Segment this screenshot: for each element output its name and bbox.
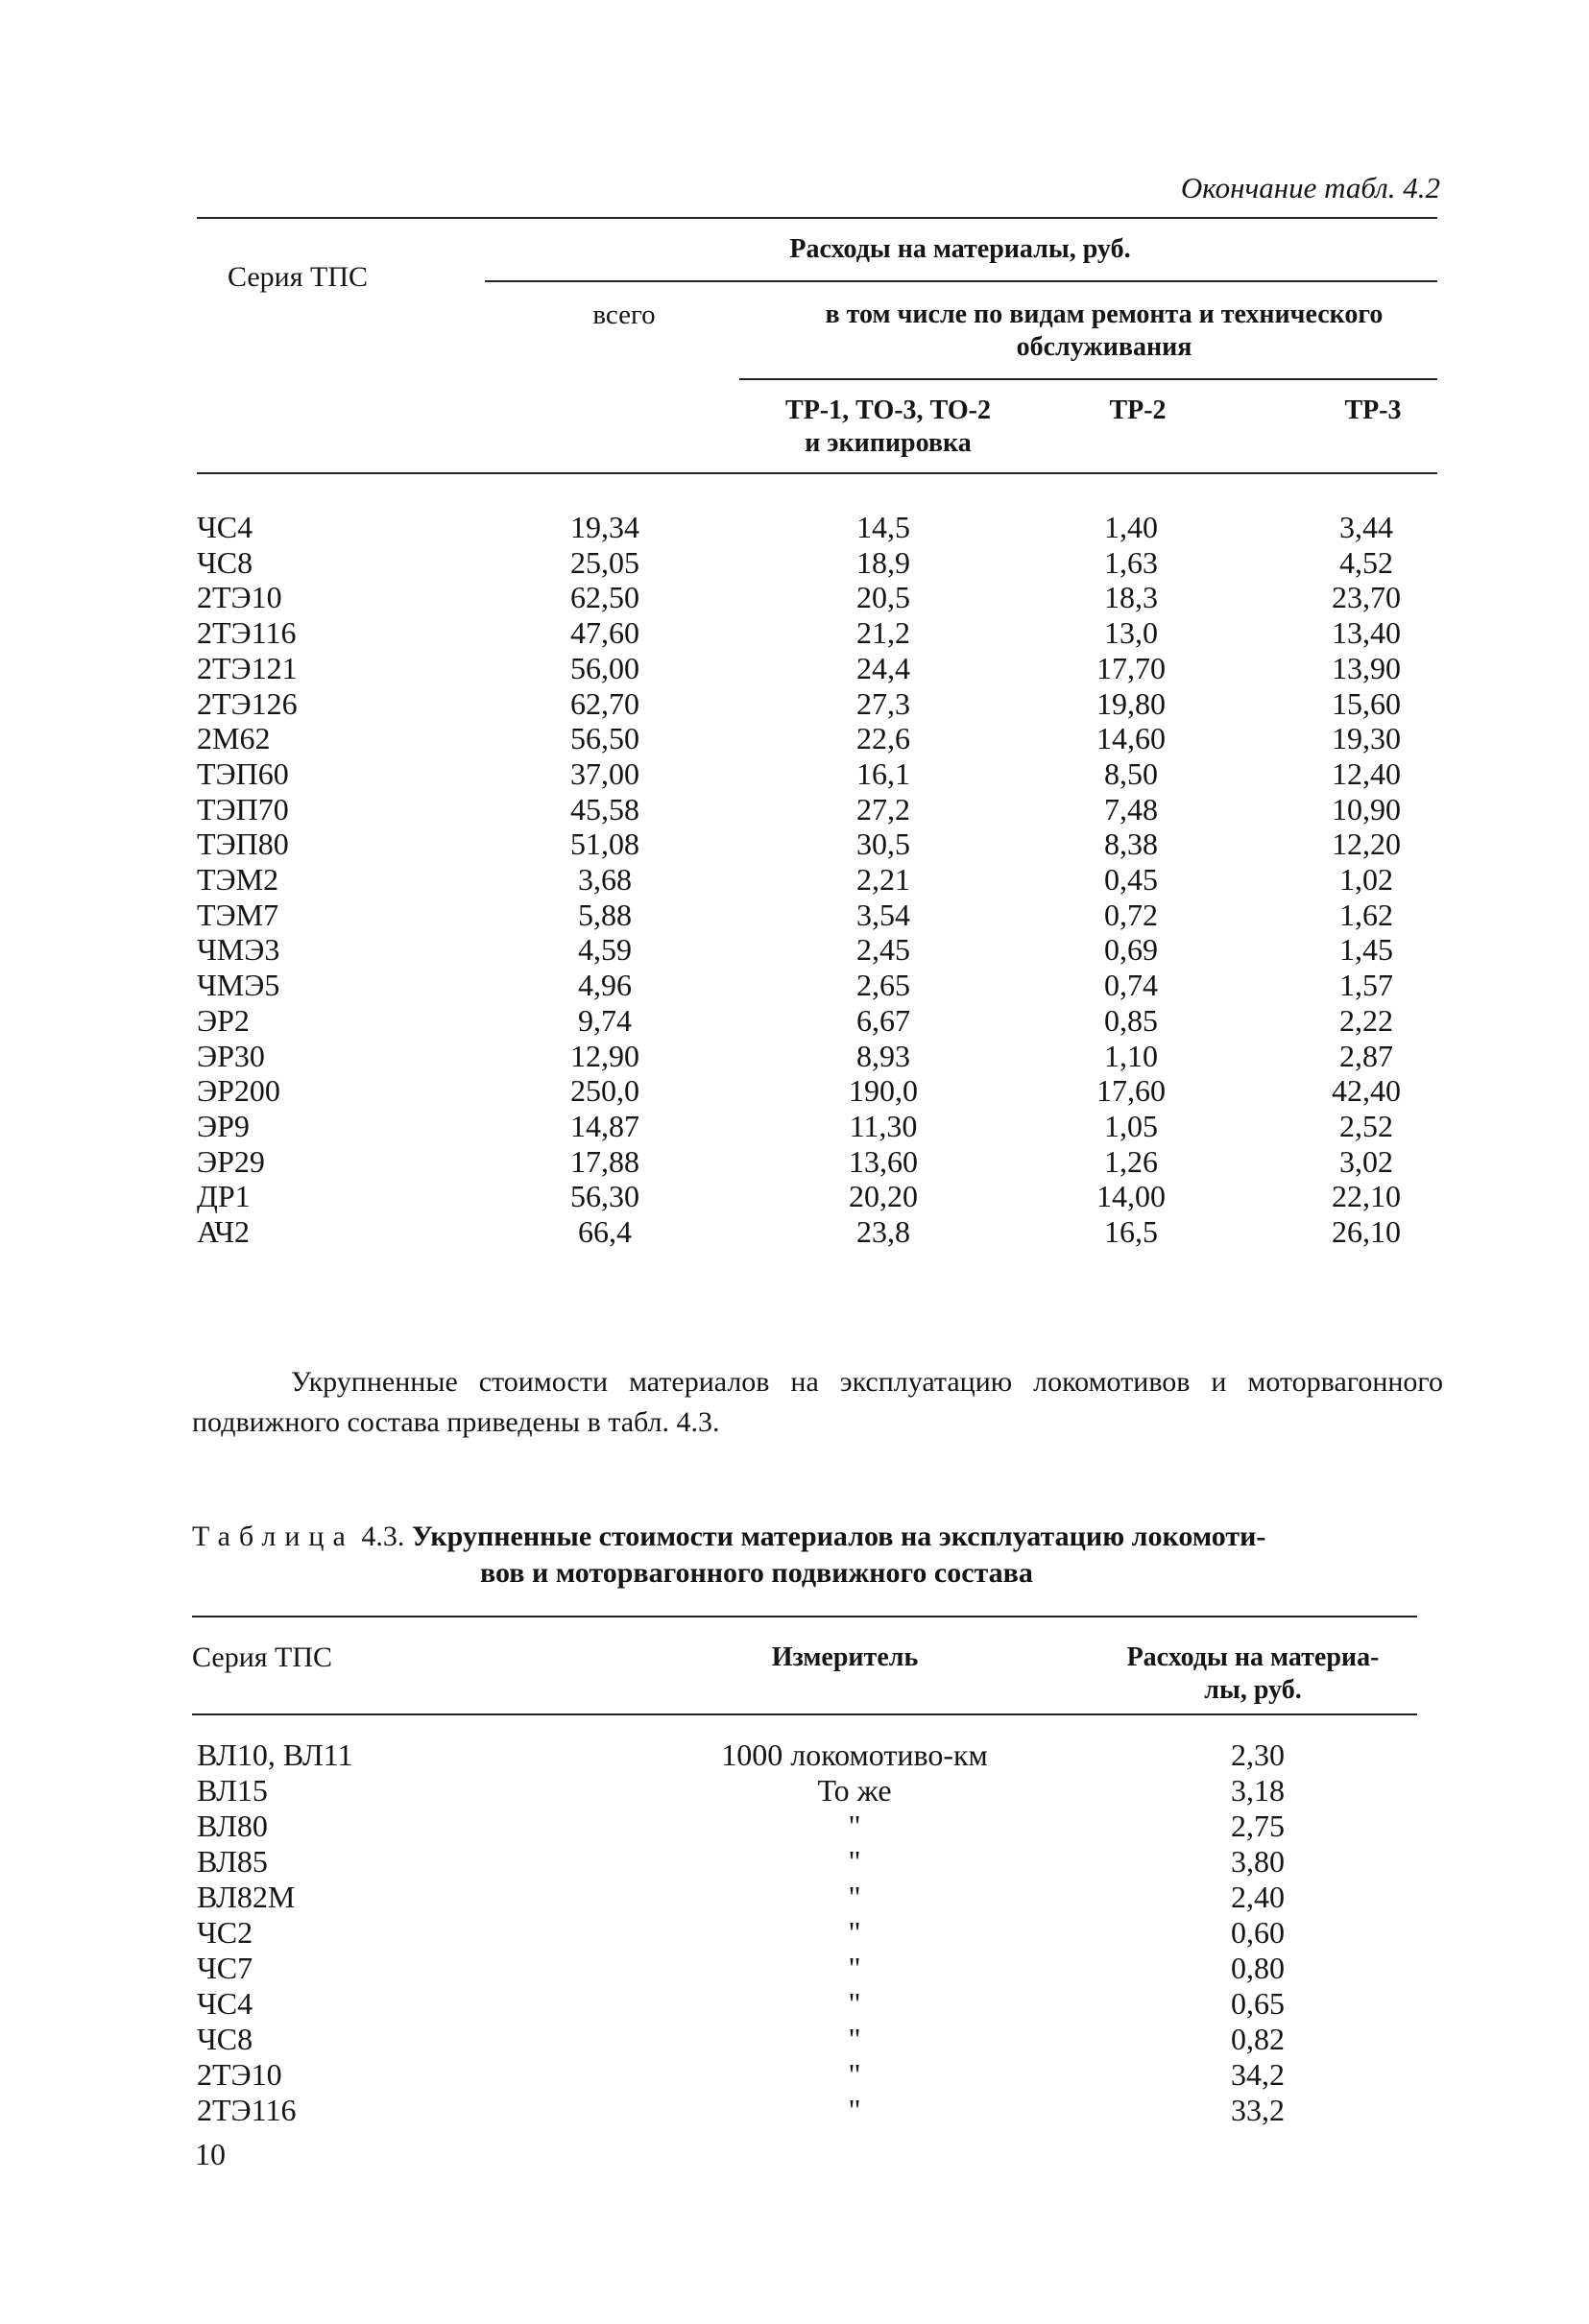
table-cell-tr3: 3,02 xyxy=(1339,1143,1393,1179)
table-cell-total: 5,88 xyxy=(578,897,632,932)
table-cell-total: 45,58 xyxy=(570,791,639,827)
table-cell-total: 3,68 xyxy=(578,862,632,897)
table-4-3-cell-expense: 3,80 xyxy=(1231,1844,1285,1879)
table-cell-series: 2ТЭ10 xyxy=(197,580,282,615)
table-4-3-cell-unit: " xyxy=(848,1951,861,1985)
table-cell-tr3: 12,40 xyxy=(1332,755,1401,791)
table-4-3-cell-expense: 2,75 xyxy=(1231,1809,1285,1843)
table-cell-tr3: 4,52 xyxy=(1339,544,1393,580)
table-cell-tr1: 23,8 xyxy=(856,1214,910,1249)
table-4-3-cell-expense: 0,80 xyxy=(1231,1951,1285,1985)
table-cell-tr1: 22,6 xyxy=(856,721,910,756)
table-cell-tr3: 1,62 xyxy=(1339,897,1393,932)
table-cell-tr1: 3,54 xyxy=(856,897,910,932)
table-4-3-cell-series: ЧС8 xyxy=(197,2022,253,2056)
table-cell-tr3: 15,60 xyxy=(1332,685,1401,721)
table-4-3-cell-unit: " xyxy=(848,2022,861,2056)
header-rule-2 xyxy=(739,378,1437,380)
table-cell-tr1: 27,3 xyxy=(856,685,910,721)
table-cell-tr3: 1,45 xyxy=(1339,932,1393,968)
table-4-3-caption xyxy=(192,1519,1450,1592)
table-4-3-cell-unit: " xyxy=(848,1844,861,1879)
table-cell-total: 62,50 xyxy=(570,580,639,615)
table-cell-tr1: 14,5 xyxy=(856,510,910,544)
table-cell-total: 25,05 xyxy=(570,544,639,580)
table-cell-series: ТЭМ2 xyxy=(197,862,279,897)
table-cell-tr1: 24,4 xyxy=(856,650,910,685)
table-cell-series: 2М62 xyxy=(197,721,271,756)
col-header-tr1-line2: и экипировка xyxy=(805,428,972,458)
table-cell-tr1: 11,30 xyxy=(849,1108,918,1143)
table-cell-series: ТЭП80 xyxy=(197,827,289,862)
table-cell-tr3: 10,90 xyxy=(1332,791,1401,827)
table-cell-total: 17,88 xyxy=(570,1143,639,1179)
col-header-unit: Измеритель xyxy=(771,1642,919,1672)
table-4-3-cell-unit: " xyxy=(848,1986,861,2021)
caption-label: Таблица xyxy=(192,1521,354,1552)
table-cell-total: 19,34 xyxy=(570,510,639,544)
col-header-expenses-2-line1: Расходы на материа- xyxy=(1126,1642,1380,1672)
col-header-expenses: Расходы на материалы, руб. xyxy=(789,234,1131,264)
table-4-3-cell-series: ЧС4 xyxy=(197,1986,253,2021)
table-cell-tr1: 6,67 xyxy=(856,1002,910,1038)
table-cell-total: 47,60 xyxy=(570,615,639,651)
table-4-3-cell-series: ВЛ85 xyxy=(197,1844,268,1879)
table-4-3-top-rule xyxy=(192,1616,1417,1617)
table-cell-tr2: 14,00 xyxy=(1096,1179,1166,1214)
table-cell-tr1: 18,9 xyxy=(856,544,910,580)
table-4-3-cell-expense: 2,40 xyxy=(1231,1880,1285,1914)
table-cell-tr2: 0,45 xyxy=(1104,862,1158,897)
table-cell-tr1: 21,2 xyxy=(856,615,910,651)
table-cell-series: 2ТЭ116 xyxy=(197,615,297,651)
table-cell-total: 4,59 xyxy=(578,932,632,968)
table-cell-tr2: 7,48 xyxy=(1104,791,1158,827)
table-cell-tr2: 1,05 xyxy=(1104,1108,1158,1143)
table-cell-tr3: 12,20 xyxy=(1332,827,1401,862)
table-cell-tr2: 13,0 xyxy=(1104,615,1158,651)
table-cell-series: ТЭП60 xyxy=(197,755,289,791)
table-top-rule xyxy=(197,217,1437,219)
table-4-3-cell-expense: 33,2 xyxy=(1231,2093,1285,2127)
table-cell-tr2: 8,38 xyxy=(1104,827,1158,862)
table-cell-tr3: 2,22 xyxy=(1339,1002,1393,1038)
table-cell-total: 51,08 xyxy=(570,827,639,862)
table-cell-total: 56,00 xyxy=(570,650,639,685)
table-cell-tr2: 16,5 xyxy=(1104,1214,1158,1249)
table-4-3-cell-unit: " xyxy=(848,1809,861,1843)
table-cell-series: ЭР29 xyxy=(197,1143,265,1179)
page-number: 10 xyxy=(195,2137,226,2171)
table-4-3-cell-unit: " xyxy=(848,2057,861,2092)
table-cell-tr1: 8,93 xyxy=(856,1038,910,1073)
table-cell-series: 2ТЭ126 xyxy=(197,685,298,721)
table-cell-series: ЭР30 xyxy=(197,1038,265,1073)
table-cell-series: ЧМЭ5 xyxy=(197,968,280,1003)
table-cell-tr2: 17,60 xyxy=(1096,1073,1166,1109)
table-4-3-cell-expense: 0,60 xyxy=(1231,1915,1285,1950)
table-cell-total: 37,00 xyxy=(570,755,639,791)
header-bottom-rule xyxy=(197,472,1437,474)
table-4-3-cell-series: ВЛ15 xyxy=(197,1773,268,1808)
table-cell-tr1: 2,45 xyxy=(856,932,910,968)
table-4-3-cell-unit: То же xyxy=(817,1773,892,1808)
table-cell-tr3: 2,52 xyxy=(1339,1108,1393,1143)
table-cell-tr2: 1,63 xyxy=(1104,544,1158,580)
col-header-by-type-line1: в том числе по видам ремонта и технического xyxy=(825,299,1384,329)
col-header-tr2: ТР-2 xyxy=(1109,395,1167,425)
table-cell-total: 4,96 xyxy=(578,968,632,1003)
table-cell-tr3: 19,30 xyxy=(1332,721,1401,756)
table-cell-tr1: 20,20 xyxy=(849,1179,918,1214)
col-header-expenses-2 xyxy=(1085,1641,1421,1707)
table-4-3-cell-series: ЧС7 xyxy=(197,1951,253,1985)
table-4-3-cell-unit: " xyxy=(848,1915,861,1950)
table-cell-tr2: 8,50 xyxy=(1104,755,1158,791)
caption-number: 4.3. xyxy=(361,1521,405,1552)
table-cell-series: ТЭП70 xyxy=(197,791,289,827)
table-cell-tr2: 0,69 xyxy=(1104,932,1158,968)
table-4-3-cell-series: ВЛ82М xyxy=(197,1880,296,1914)
table-cell-tr1: 190,0 xyxy=(849,1073,918,1109)
table-cell-total: 56,50 xyxy=(570,721,639,756)
table-cell-series: ЧМЭ3 xyxy=(197,932,280,968)
table-cell-series: АЧ2 xyxy=(197,1214,251,1249)
table-cell-tr2: 1,26 xyxy=(1104,1143,1158,1179)
table-cell-tr3: 26,10 xyxy=(1332,1214,1401,1249)
table-4-3-cell-expense: 2,30 xyxy=(1231,1737,1285,1772)
body-paragraph: Укрупненные стоимости материалов на эксплуатацию локомотивов и моторвагонного подвижного состава приведены в табл. 4.3. xyxy=(192,1366,1443,1438)
col-header-tr1-line1: ТР-1, ТО-3, ТО-2 xyxy=(785,395,991,425)
table-cell-tr1: 30,5 xyxy=(856,827,910,862)
table-4-3-cell-expense: 0,65 xyxy=(1231,1986,1285,2021)
table-cell-total: 250,0 xyxy=(570,1073,639,1109)
table-cell-tr1: 20,5 xyxy=(856,580,910,615)
col-header-tr3: ТР-3 xyxy=(1344,395,1402,425)
table-cell-total: 62,70 xyxy=(570,685,639,721)
table-cell-tr2: 0,74 xyxy=(1104,968,1158,1003)
table-cell-total: 9,74 xyxy=(578,1002,632,1038)
col-header-by-type-line2: обслуживания xyxy=(1016,332,1192,362)
table-cell-series: 2ТЭ121 xyxy=(197,650,298,685)
header-rule-1 xyxy=(485,280,1437,282)
table-4-3-cell-series: ВЛ80 xyxy=(197,1809,268,1843)
table-cell-tr1: 27,2 xyxy=(856,791,910,827)
table-4-3-header-rule xyxy=(192,1713,1417,1715)
col-header-tr1 xyxy=(730,395,1047,460)
table-cell-tr3: 2,87 xyxy=(1339,1038,1393,1073)
table-cell-tr3: 13,40 xyxy=(1332,615,1401,651)
col-header-series-2: Серия ТПС xyxy=(192,1641,333,1673)
table-4-3-cell-expense: 3,18 xyxy=(1231,1773,1285,1808)
col-header-series: Серия ТПС xyxy=(227,261,369,293)
table-cell-total: 66,4 xyxy=(578,1214,632,1249)
table-cell-series: ЭР200 xyxy=(197,1073,280,1109)
table-cell-tr1: 16,1 xyxy=(856,755,910,791)
table-4-3-cell-unit: " xyxy=(848,1880,861,1914)
table-cell-tr2: 17,70 xyxy=(1096,650,1166,685)
table-cell-tr3: 1,57 xyxy=(1339,968,1393,1003)
table-4-3-cell-series: ВЛ10, ВЛ11 xyxy=(197,1737,353,1772)
table-cell-tr1: 2,21 xyxy=(856,862,910,897)
table-cell-tr3: 42,40 xyxy=(1332,1073,1401,1109)
continuation-title: Окончание табл. 4.2 xyxy=(1180,171,1440,204)
table-cell-tr2: 0,72 xyxy=(1104,897,1158,932)
table-cell-tr3: 13,90 xyxy=(1332,650,1401,685)
table-cell-tr3: 22,10 xyxy=(1332,1179,1401,1214)
table-cell-series: ЧС8 xyxy=(197,544,253,580)
table-cell-tr1: 13,60 xyxy=(849,1143,918,1179)
table-4-3-cell-expense: 34,2 xyxy=(1231,2057,1285,2092)
table-cell-tr2: 1,10 xyxy=(1104,1038,1158,1073)
table-cell-total: 56,30 xyxy=(570,1179,639,1214)
table-cell-series: ТЭМ7 xyxy=(197,897,279,932)
table-cell-tr2: 0,85 xyxy=(1104,1002,1158,1038)
col-header-by-type xyxy=(758,299,1450,364)
table-cell-tr2: 18,3 xyxy=(1104,580,1158,615)
table-cell-series: ЭР9 xyxy=(197,1108,250,1143)
table-cell-series: ЭР2 xyxy=(197,1002,250,1038)
table-cell-tr2: 19,80 xyxy=(1096,685,1166,721)
caption-line2: вов и моторвагонного подвижного состава xyxy=(480,1557,1033,1589)
table-4-3-cell-unit: 1000 локомотиво-км xyxy=(721,1737,988,1772)
col-header-expenses-2-line2: лы, руб. xyxy=(1204,1675,1302,1705)
table-4-3-cell-series: ЧС2 xyxy=(197,1915,253,1950)
table-cell-tr2: 1,40 xyxy=(1104,510,1158,544)
table-cell-tr1: 2,65 xyxy=(856,968,910,1003)
table-cell-tr3: 1,02 xyxy=(1339,862,1393,897)
table-cell-series: ЧС4 xyxy=(197,510,253,544)
table-cell-total: 12,90 xyxy=(570,1038,639,1073)
table-cell-tr3: 23,70 xyxy=(1332,580,1401,615)
table-cell-total: 14,87 xyxy=(570,1108,639,1143)
caption-line1: Укрупненные стоимости материалов на эксплуатацию локомоти- xyxy=(411,1521,1266,1552)
table-4-3-cell-unit: " xyxy=(848,2093,861,2127)
table-cell-tr2: 14,60 xyxy=(1096,721,1166,756)
table-4-3-cell-series: 2ТЭ116 xyxy=(197,2093,297,2127)
table-4-3-cell-series: 2ТЭ10 xyxy=(197,2057,282,2092)
col-header-total: всего xyxy=(592,299,656,330)
table-cell-tr3: 3,44 xyxy=(1339,510,1393,544)
table-4-3-cell-expense: 0,82 xyxy=(1231,2022,1285,2056)
table-cell-series: ДР1 xyxy=(197,1179,251,1214)
